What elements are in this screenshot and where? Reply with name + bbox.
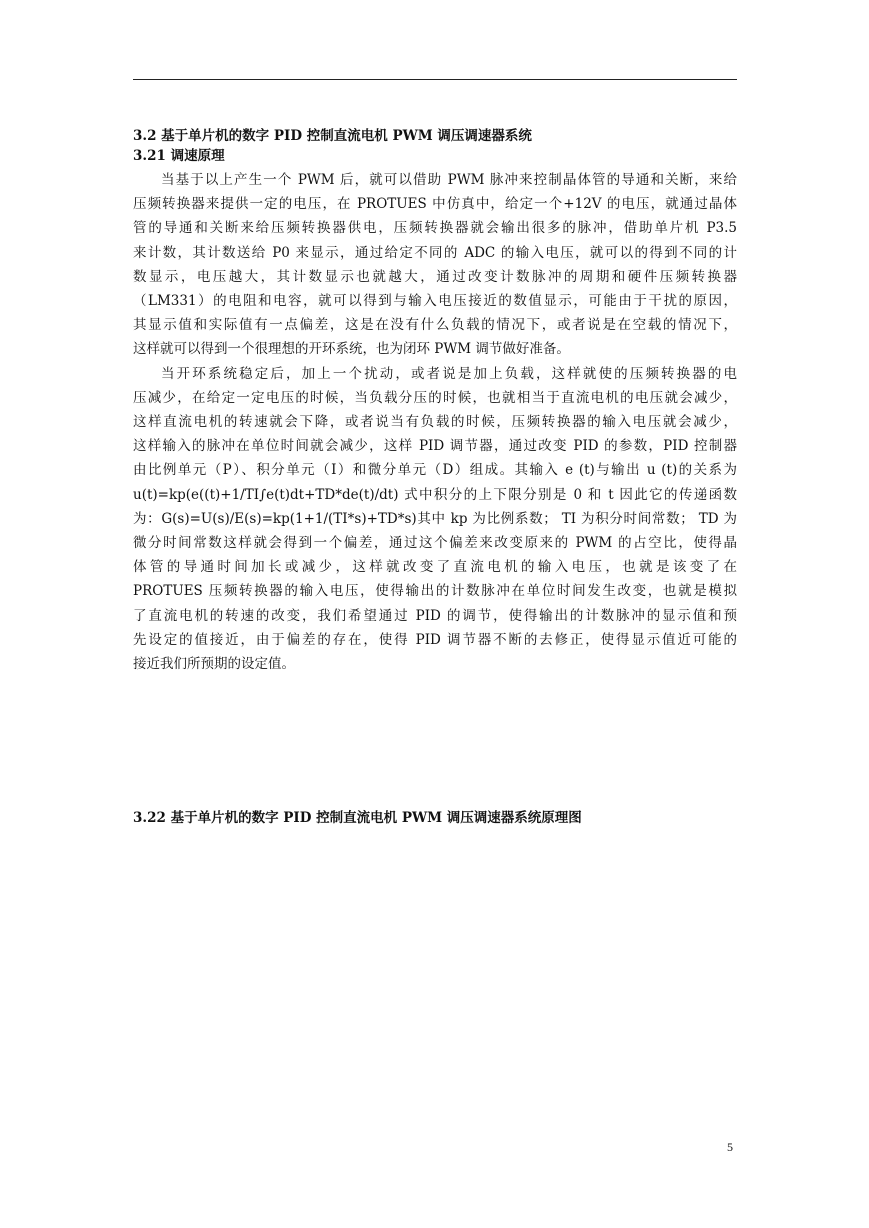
paragraph-line: 为：G(s)=U(s)/E(s)=kp(1+1/(TI*s)+TD*s)其中 kp 为比例系数； TI 为积分时间常数； TD 为	[133, 510, 737, 527]
paragraph-line: 了直流电机的转速的改变，我们希望通过 PID 的调节，使得输出的计数脉冲的显示值和预	[133, 607, 737, 624]
paragraph-line: 当基于以上产生一个 PWM 后，就可以借助 PWM 脉冲来控制晶体管的导通和关断，来给	[161, 172, 737, 188]
paragraph-line: 这样就可以得到一个很理想的开环系统，也为闭环 PWM 调节做好准备。	[133, 341, 570, 358]
subsection-title-diagram: 3.22 基于单片机的数字 PID 控制直流电机 PWM 调压调速器系统原理图	[133, 810, 582, 826]
paragraph-line: 数显示，电压越大，其计数显示也就越大，通过改变计数脉冲的周期和硬件压频转换器	[133, 268, 737, 285]
paragraph-line: 其显示值和实际值有一点偏差，这是在没有什么负载的情况下，或者说是在空载的情况下，	[133, 317, 737, 334]
paragraph-line: 这样输入的脉冲在单位时间就会减少，这样 PID 调节器，通过改变 PID 的参数，PID 控制器	[133, 438, 737, 455]
paragraph-line: 接近我们所预期的设定值。	[133, 656, 295, 673]
main-content	[133, 126, 737, 676]
paragraph-line: 压减少，在给定一定电压的时候，当负载分压的时候，也就相当于直流电机的电压就会减少，	[133, 389, 737, 406]
subsection-diagram	[133, 808, 737, 828]
page-number: 5	[727, 1140, 733, 1154]
section-title: 3.2 基于单片机的数字 PID 控制直流电机 PWM 调压调速器系统	[133, 128, 532, 144]
paragraph-1	[133, 168, 737, 362]
paragraph-line: 体管的导通时间加长或减少，这样就改变了直流电机的输入电压，也就是该变了在	[133, 559, 737, 576]
paragraph-line: 当开环系统稳定后，加上一个扰动，或者说是加上负载，这样就使的压频转换器的电	[161, 365, 737, 382]
paragraph-line: 微分时间常数这样就会得到一个偏差，通过这个偏差来改变原来的 PWM 的占空比，使得晶	[133, 535, 737, 552]
subsection-title-principle: 3.21 调速原理	[133, 148, 225, 164]
header-rule	[133, 79, 737, 80]
paragraph-line: u(t)=kp(e((t)+1/TI∫e(t)dt+TD*de(t)/dt) 式中积分的上下限分别是 0 和 t 因此它的传递函数	[133, 486, 737, 503]
paragraph-line: 来计数，其计数送给 P0 来显示，通过给定不同的 ADC 的输入电压，就可以的得到不同的计	[133, 244, 737, 261]
paragraph-line: 这样直流电机的转速就会下降，或者说当有负载的时候，压频转换器的输入电压就会减少，	[133, 414, 737, 431]
paragraph-line: 压频转换器来提供一定的电压，在 PROTUES 中仿真中，给定一个+12V 的电压，就通过晶体	[133, 196, 737, 213]
paragraph-line: 由比例单元（P）、积分单元（I）和微分单元（D）组成。其输入 e (t)与输出 u (t)的关系为	[133, 462, 737, 479]
paragraph-line: （LM331）的电阻和电容，就可以得到与输入电压接近的数值显示，可能由于干扰的原因，	[133, 293, 737, 310]
paragraph-line: PROTUES 压频转换器的输入电压，使得输出的计数脉冲在单位时间发生改变，也就是模拟	[133, 583, 737, 600]
paragraph-line: 先设定的值接近，由于偏差的存在，使得 PID 调节器不断的去修正，使得显示值近可能的	[133, 631, 737, 648]
paragraph-2	[133, 362, 737, 677]
paragraph-line: 管的导通和关断来给压频转换器供电，压频转换器就会输出很多的脉冲，借助单片机 P3.5	[133, 220, 737, 237]
